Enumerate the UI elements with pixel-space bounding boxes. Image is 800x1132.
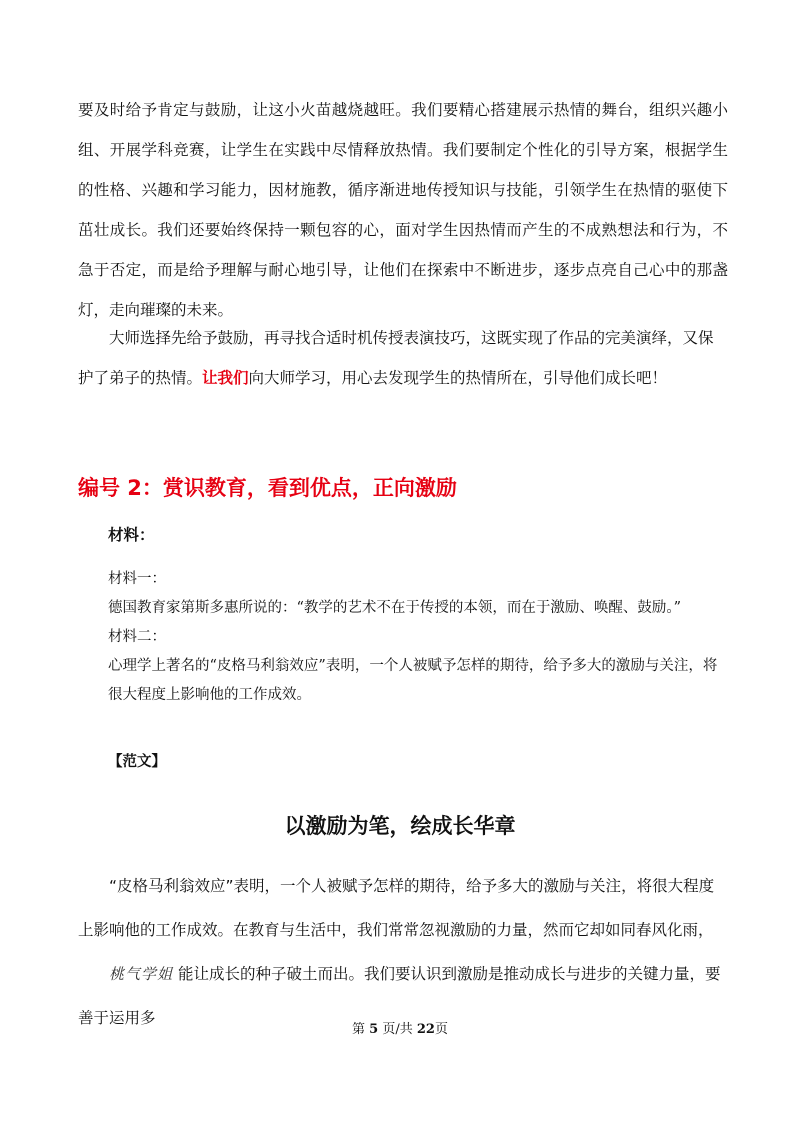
section-heading: 编号 2：赏识教育，看到优点，正向激励 <box>78 476 457 500</box>
watermark-stamp: 桃气学姐 <box>109 965 174 983</box>
current-page-number: 5 <box>369 1022 379 1037</box>
essay-title: 以激励为笔，绘成长华章 <box>284 814 516 838</box>
intro-paragraph-2 <box>78 318 728 398</box>
essay-body <box>78 864 728 1040</box>
footer-prefix: 第 <box>352 1022 366 1037</box>
footer-suffix: 页 <box>434 1022 448 1037</box>
paragraph-2-end: 向大师学习，用心去发现学生的热情所在，引导他们成长吧！ <box>248 369 668 387</box>
paragraph-2-start: 大师选择先给予鼓励，再寻找合适时机传授表演技巧，这既实现了作品的完美演绎，又保护了弟子的热情。 <box>78 329 714 387</box>
page-footer <box>0 1018 800 1037</box>
total-page-number: 22 <box>416 1022 435 1037</box>
essay-body-start: “皮格马利翁效应”表明，一个人被赋予怎样的期待，给予多大的激励与关注，将很大程度上影响他的工作成效。在教育与生活中，我们常常忽视激励的力量，然而它却如同春风化雨， <box>78 877 715 939</box>
intro-paragraph-1: 要及时给予肯定与鼓励，让这小火苗越烧越旺。我们要精心搭建展示热情的舞台，组织兴趣小组、开展学科竞赛，让学生在实践中尽情释放热情。我们要制定个性化的引导方案，根据学生的性格、兴趣和学习能力，因材施教，循序渐进地传授知识与技能，引领学生在热情的驱使下茁壮成长。我们还要始终保持一颗包容的心，面对学生因热情而产生的不成熟想法和行为，不急于否定，而是给予理解与耐心地引导，让他们在探索中不断进步，逐步点亮自己心中的那盏灯，走向璀璨的未来。 <box>78 101 728 319</box>
fanwen-label: 【范文】 <box>108 754 166 770</box>
materials-block <box>108 565 728 710</box>
highlight-text: 让我们 <box>202 369 249 387</box>
material-2-label: 材料二： <box>108 629 166 645</box>
material-1-label: 材料一： <box>108 571 166 587</box>
essay-body-end: 能让成长的种子破土而出。我们要认识到激励是推动成长与进步的关键力量，要善于运用多 <box>78 965 721 1027</box>
materials-label: 材料： <box>108 526 155 544</box>
footer-middle: 页/共 <box>382 1022 413 1037</box>
material-1-text: 德国教育家第斯多惠所说的：“教学的艺术不在于传授的本领，而在于激励、唤醒、鼓励。” <box>108 600 682 616</box>
material-2-text: 心理学上著名的“皮格马利翁效应”表明，一个人被赋予怎样的期待，给予多大的激励与关注，将很大程度上影响他的工作成效。 <box>108 658 718 703</box>
